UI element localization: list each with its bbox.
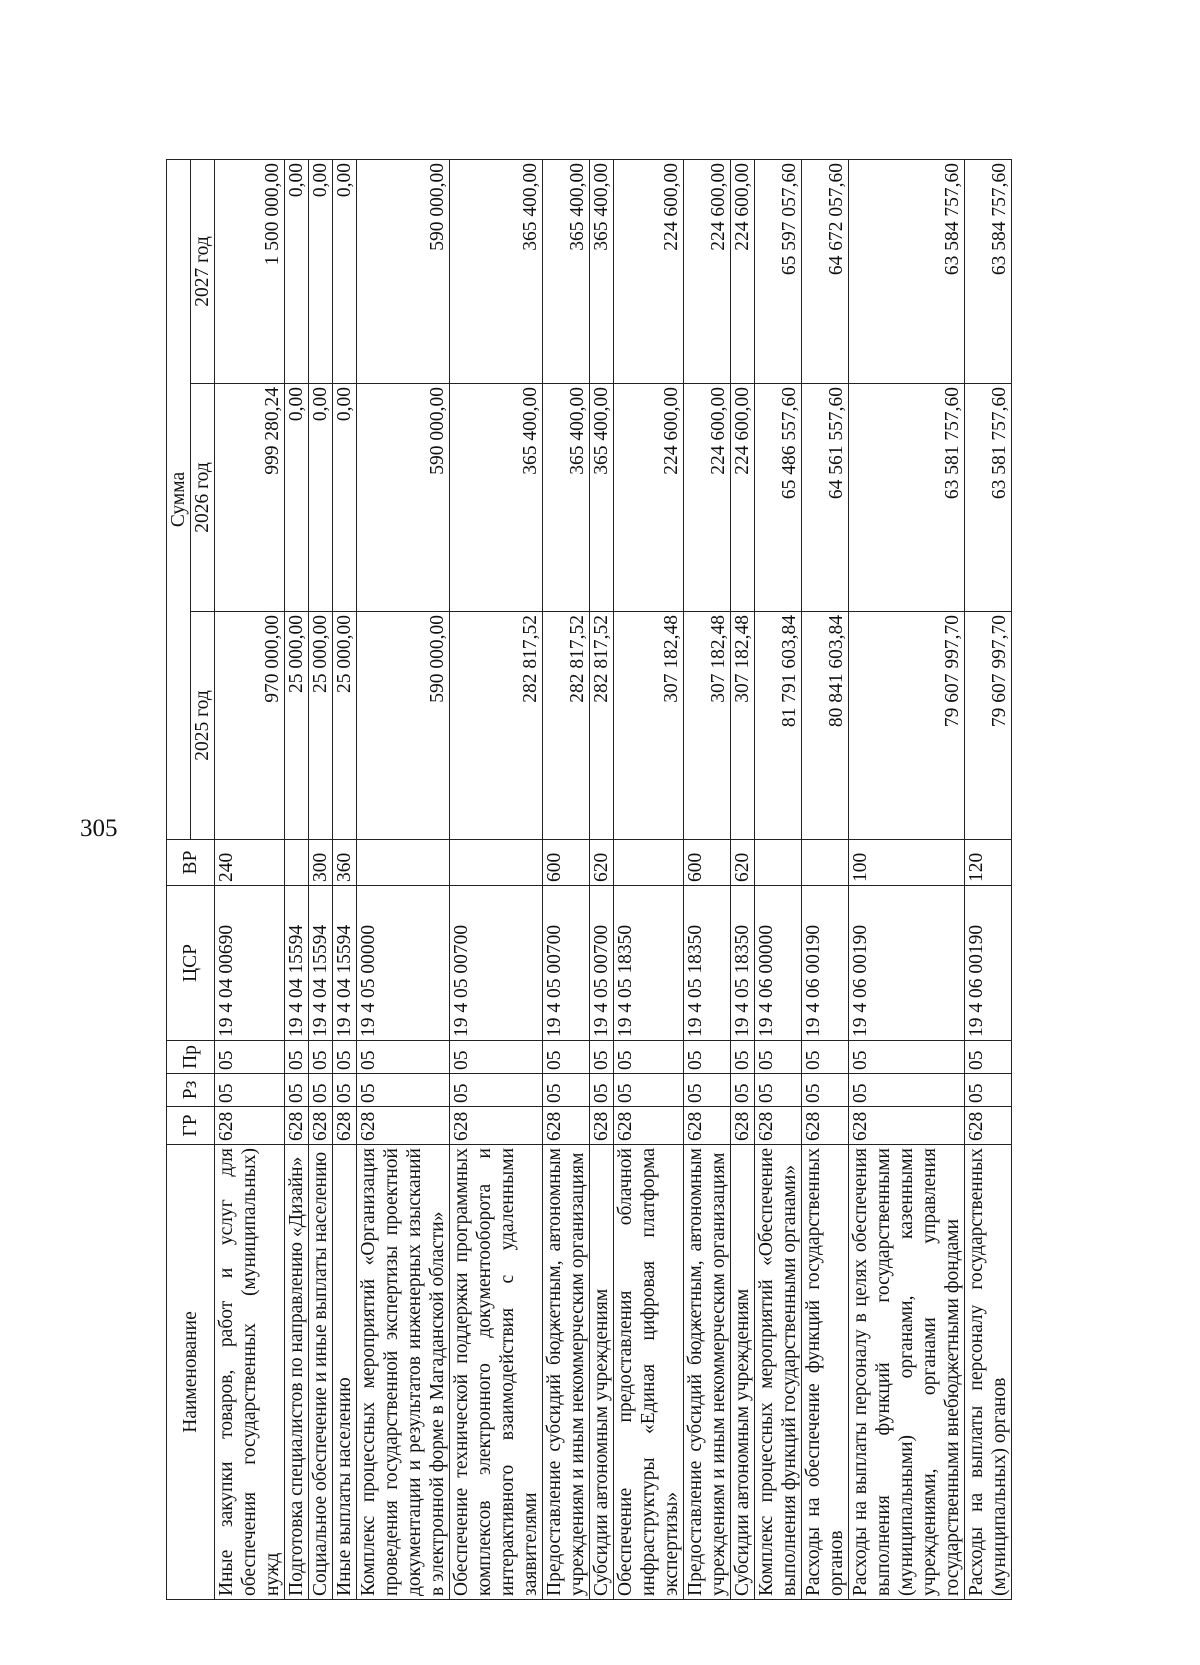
row-amount-2027: 224 600,00 [684,159,731,383]
row-rz: 05 [590,1074,614,1107]
header-name: Наименование [167,1145,215,1600]
table-row [684,159,731,1599]
row-amount-2026: 0,00 [309,384,333,612]
table-row [309,159,333,1599]
row-csr: 19 4 05 00700 [590,886,614,1041]
row-gr: 628 [731,1107,755,1145]
row-csr: 19 4 04 00690 [215,886,285,1041]
row-pr: 05 [215,1041,285,1074]
row-amount-2026: 64 561 557,60 [802,384,849,612]
row-pr: 05 [965,1041,1012,1074]
row-pr: 05 [357,1041,450,1074]
row-amount-2025: 282 817,52 [450,612,543,840]
table-row [357,159,450,1599]
row-gr: 628 [285,1107,309,1145]
header-2025: 2025 год [191,612,215,840]
row-amount-2027: 1 500 000,00 [215,159,285,383]
row-name: Подготовка специалистов по направлению «Дизайн» [285,1145,309,1600]
row-amount-2027: 224 600,00 [731,159,755,383]
row-amount-2026: 0,00 [333,384,357,612]
row-csr: 19 4 05 18350 [731,886,755,1041]
row-csr: 19 4 05 18350 [684,886,731,1041]
row-csr: 19 4 06 00190 [802,886,849,1041]
row-rz: 05 [543,1074,590,1107]
row-name: Расходы на выплаты персоналу государственных (муниципальных) органов [965,1145,1012,1600]
row-csr: 19 4 06 00190 [849,886,965,1041]
row-pr: 05 [450,1041,543,1074]
row-amount-2025: 80 841 603,84 [802,612,849,840]
table-row [285,159,309,1599]
row-gr: 628 [309,1107,333,1145]
row-vr: 240 [215,840,285,886]
row-amount-2026: 65 486 557,60 [755,384,802,612]
row-csr: 19 4 04 15594 [333,886,357,1041]
table-row [755,159,802,1599]
row-name: Обеспечение предоставления облачной инфраструктуры «Единая цифровая платформа экспертизы» [614,1145,684,1600]
row-amount-2025: 282 817,52 [590,612,614,840]
row-amount-2025: 970 000,00 [215,612,285,840]
row-gr: 628 [215,1107,285,1145]
row-name: Иные выплаты населению [333,1145,357,1600]
row-rz: 05 [333,1074,357,1107]
row-amount-2026: 224 600,00 [731,384,755,612]
row-name: Предоставление субсидий бюджетным, автономным учреждениям и иным некоммерческим организациям [684,1145,731,1600]
row-rz: 05 [215,1074,285,1107]
row-name: Расходы на выплаты персоналу в целях обеспечения выполнения функций государственными (муниципальными) органами, казенными учреждениями, органами управления государственными внебюджетными фондами [849,1145,965,1600]
row-amount-2025: 307 182,48 [731,612,755,840]
row-amount-2026: 590 000,00 [357,384,450,612]
row-amount-2026: 365 400,00 [450,384,543,612]
row-pr: 05 [285,1041,309,1074]
row-amount-2025: 79 607 997,70 [965,612,1012,840]
row-amount-2025: 79 607 997,70 [849,612,965,840]
row-rz: 05 [614,1074,684,1107]
row-rz: 05 [357,1074,450,1107]
row-pr: 05 [684,1041,731,1074]
table-body [215,159,1012,1599]
rotated-page-content [166,160,1096,1600]
row-vr [450,840,543,886]
row-gr: 628 [333,1107,357,1145]
row-amount-2025: 282 817,52 [543,612,590,840]
row-pr: 05 [309,1041,333,1074]
row-amount-2026: 224 600,00 [684,384,731,612]
header-sum: Сумма [167,159,191,839]
table-row [450,159,543,1599]
row-pr: 05 [614,1041,684,1074]
row-gr: 628 [543,1107,590,1145]
row-gr: 628 [802,1107,849,1145]
row-name: Расходы на обеспечение функций государственных органов [802,1145,849,1600]
row-rz: 05 [684,1074,731,1107]
row-pr: 05 [543,1041,590,1074]
row-csr: 19 4 06 00190 [965,886,1012,1041]
row-vr [755,840,802,886]
row-csr: 19 4 05 00700 [450,886,543,1041]
table-row [543,159,590,1599]
row-amount-2027: 64 672 057,60 [802,159,849,383]
row-csr: 19 4 04 15594 [285,886,309,1041]
row-amount-2026: 365 400,00 [543,384,590,612]
row-vr [357,840,450,886]
row-gr: 628 [357,1107,450,1145]
row-amount-2027: 365 400,00 [543,159,590,383]
row-amount-2027: 63 584 757,60 [965,159,1012,383]
table-row [215,159,285,1599]
row-csr: 19 4 05 18350 [614,886,684,1041]
header-csr: ЦСР [167,886,215,1041]
row-amount-2025: 81 791 603,84 [755,612,802,840]
row-csr: 19 4 04 15594 [309,886,333,1041]
row-amount-2027: 224 600,00 [614,159,684,383]
table-row [849,159,965,1599]
row-amount-2027: 0,00 [333,159,357,383]
row-pr: 05 [802,1041,849,1074]
row-amount-2025: 590 000,00 [357,612,450,840]
row-csr: 19 4 05 00700 [543,886,590,1041]
row-amount-2026: 224 600,00 [614,384,684,612]
page-number: 305 [80,815,118,842]
row-amount-2026: 63 581 757,60 [965,384,1012,612]
row-rz: 05 [285,1074,309,1107]
row-amount-2025: 25 000,00 [285,612,309,840]
row-vr: 120 [965,840,1012,886]
row-name: Комплекс процессных мероприятий «Обеспечение выполнения функций государственными органами» [755,1145,802,1600]
row-pr: 05 [590,1041,614,1074]
row-vr: 620 [590,840,614,886]
row-amount-2026: 365 400,00 [590,384,614,612]
row-amount-2025: 25 000,00 [333,612,357,840]
row-amount-2027: 365 400,00 [450,159,543,383]
row-name: Субсидии автономным учреждениям [731,1145,755,1600]
budget-table [166,159,1012,1600]
row-rz: 05 [450,1074,543,1107]
row-amount-2027: 590 000,00 [357,159,450,383]
header-gr: ГР [167,1107,215,1145]
row-amount-2026: 63 581 757,60 [849,384,965,612]
row-amount-2027: 63 584 757,60 [849,159,965,383]
header-vr: ВР [167,840,215,886]
row-gr: 628 [965,1107,1012,1145]
row-gr: 628 [590,1107,614,1145]
row-pr: 05 [849,1041,965,1074]
row-vr: 600 [543,840,590,886]
row-rz: 05 [755,1074,802,1107]
row-amount-2027: 65 597 057,60 [755,159,802,383]
row-amount-2027: 0,00 [309,159,333,383]
row-name: Иные закупки товаров, работ и услуг для обеспечения государственных (муниципальных) нужд [215,1145,285,1600]
row-vr: 360 [333,840,357,886]
row-vr [802,840,849,886]
row-pr: 05 [755,1041,802,1074]
row-amount-2026: 999 280,24 [215,384,285,612]
row-pr: 05 [333,1041,357,1074]
table-row [731,159,755,1599]
row-name: Социальное обеспечение и иные выплаты населению [309,1145,333,1600]
row-gr: 628 [684,1107,731,1145]
row-amount-2025: 25 000,00 [309,612,333,840]
row-amount-2027: 0,00 [285,159,309,383]
row-vr: 300 [309,840,333,886]
row-amount-2025: 307 182,48 [614,612,684,840]
row-vr [614,840,684,886]
row-csr: 19 4 06 00000 [755,886,802,1041]
row-rz: 05 [802,1074,849,1107]
header-2027: 2027 год [191,159,215,383]
row-name: Обеспечение технической поддержки программных комплексов электронного документооборота и интерактивного взаимодействия с удаленными заявителями [450,1145,543,1600]
row-amount-2025: 307 182,48 [684,612,731,840]
row-vr: 100 [849,840,965,886]
row-rz: 05 [965,1074,1012,1107]
header-pr: Пр [167,1041,215,1074]
table-row [590,159,614,1599]
row-gr: 628 [849,1107,965,1145]
row-vr: 600 [684,840,731,886]
row-name: Субсидии автономным учреждениям [590,1145,614,1600]
table-row [965,159,1012,1599]
row-vr [285,840,309,886]
row-csr: 19 4 05 00000 [357,886,450,1041]
header-2026: 2026 год [191,384,215,612]
row-gr: 628 [450,1107,543,1145]
row-vr: 620 [731,840,755,886]
table-header [167,159,215,1599]
row-name: Комплекс процессных мероприятий «Организация проведения государственной экспертизы проектной документации и результатов инженерных изысканий в электронной форме в Магаданской области» [357,1145,450,1600]
table-row [333,159,357,1599]
table-row [614,159,684,1599]
header-rz: Рз [167,1074,215,1107]
row-gr: 628 [614,1107,684,1145]
table-row [802,159,849,1599]
row-rz: 05 [309,1074,333,1107]
row-name: Предоставление субсидий бюджетным, автономным учреждениям и иным некоммерческим организациям [543,1145,590,1600]
row-rz: 05 [731,1074,755,1107]
row-pr: 05 [731,1041,755,1074]
row-amount-2026: 0,00 [285,384,309,612]
row-gr: 628 [755,1107,802,1145]
row-amount-2027: 365 400,00 [590,159,614,383]
row-rz: 05 [849,1074,965,1107]
